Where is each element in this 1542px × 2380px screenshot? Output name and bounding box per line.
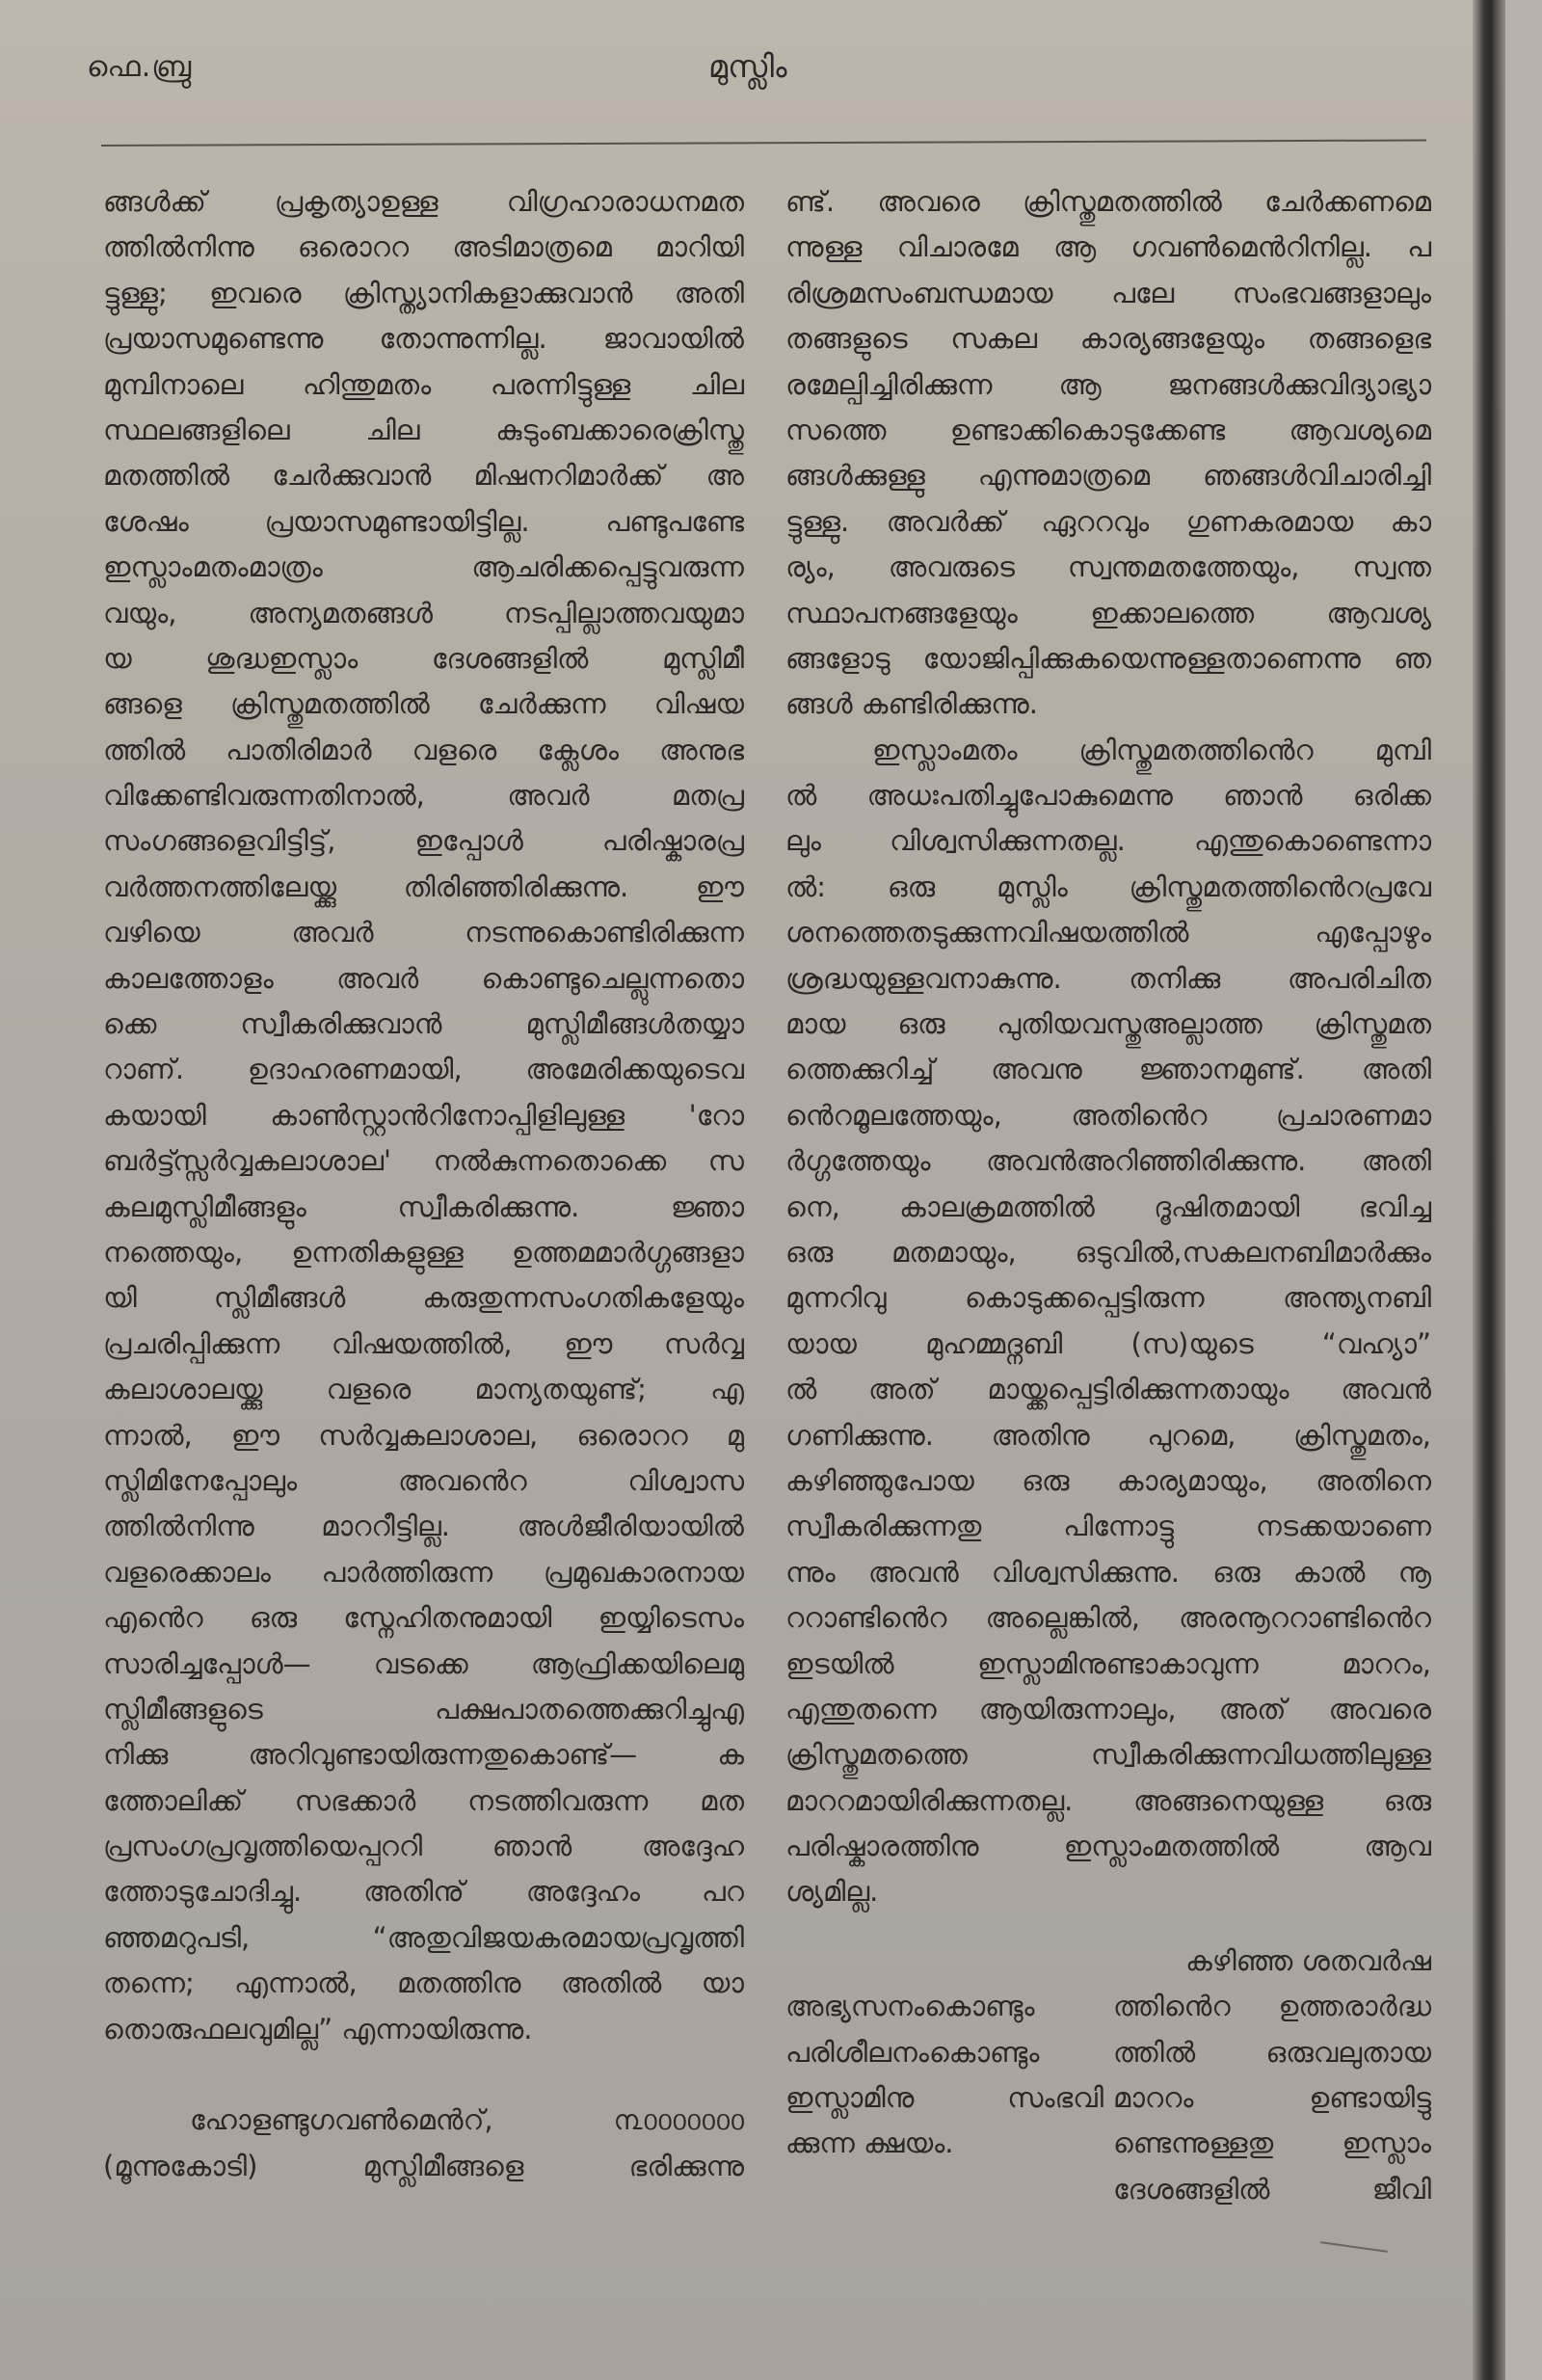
text-line: ൽ അധഃപതിച്ചുപോകുമെന്നു ഞാൻ ഒരിക്ക xyxy=(785,779,1431,813)
text-line: പ്രയാസമുണ്ടെന്നു തോന്നുന്നില്ല. ജാവായിൽ xyxy=(103,322,744,356)
right-column-paragraph-1 xyxy=(785,179,1431,728)
page-binding-edge xyxy=(1473,0,1505,2380)
text-line: ശ്രദ്ധയുള്ളവനാകുന്നു. തനിക്കു അപരിചിത xyxy=(785,961,1431,995)
text-line: (മൂന്നുകോടി) മുസ്ലിമീങ്ങളെ ഭരിക്കുന്നു xyxy=(103,2149,744,2182)
split-right-text: ത്തിൻെറ ഉത്തരാർദ്ധ xyxy=(1113,1990,1431,2023)
text-line: യി സ്ലിമീങ്ങൾ കരുതുന്നസംഗതികളേയും xyxy=(103,1281,744,1315)
text-line: ര്യം, അവരുടെ സ്വന്തമതത്തേയും, സ്വന്ത xyxy=(785,550,1431,584)
text-line: സാരിച്ചപ്പോൾ— വടക്കെ ആഫ്രിക്കയിലെമു xyxy=(103,1646,744,1680)
paragraph-gap xyxy=(103,2052,744,2098)
text-line: കഴിഞ്ഞുപോയ ഒരു കാര്യമായും, അതിനെ xyxy=(785,1463,1431,1497)
text-line: ശ്യമില്ല. xyxy=(785,1875,879,1909)
text-line: കലാശാലയ്ക്കു വളരെ മാന്യതയുണ്ട്; എ xyxy=(103,1373,744,1406)
text-line: ട്ടുള്ളു; ഇവരെ ക്രിസ്ത്യാനികളാക്കുവാൻ അതി xyxy=(103,276,744,309)
text-line: നിക്കു അറിവുണ്ടായിരുന്നതുകൊണ്ട്— ക xyxy=(103,1738,744,1772)
left-column-final-paragraph xyxy=(103,2098,744,2189)
text-line: എൻെറ ഒരു സ്നേഹിതനുമായി ഇയ്യിടെസം xyxy=(103,1601,744,1635)
text-line: ന്നും അവൻ വിശ്വസിക്കുന്നു. ഒരു കാൽ നൂ xyxy=(785,1555,1431,1589)
text-line: സ്ഥാപനങ്ങളേയും ഇക്കാലത്തെ ആവശ്യ xyxy=(785,596,1431,629)
split-block-heading: കഴിഞ്ഞ ശതവർഷ xyxy=(1185,1943,1431,1977)
split-left-text: ക്കുന്ന ക്ഷയം. xyxy=(785,2126,954,2160)
adjacent-page-strip xyxy=(1505,0,1542,2380)
text-line: ങ്ങളോടു യോജിപ്പിക്കുകയെന്നുള്ളതാണെന്നു ഞ xyxy=(785,641,1431,675)
text-line: ന്നാൽ, ഈ സർവ്വകലാശാല, ഒരൊററ മു xyxy=(103,1418,744,1452)
text-line: മുന്നറിവു കൊടുക്കപ്പെട്ടിരുന്ന അന്ത്യനബി xyxy=(785,1281,1431,1315)
split-row xyxy=(785,2075,1431,2121)
text-line: ക്കെ സ്വീകരിക്കുവാൻ മുസ്ലിമീങ്ങൾതയ്യാ xyxy=(103,1007,744,1041)
text-line: ട്ടുള്ളു. അവർക്ക് ഏററവും ഗുണകരമായ കാ xyxy=(785,504,1431,538)
text-line: സ്വീകരിക്കുന്നതു പിന്നോട്ടു നടക്കയാണെ xyxy=(785,1510,1431,1543)
paragraph-gap xyxy=(785,1915,1431,1939)
text-line: ത്തോടുചോദിച്ചു. അതിനു് അദ്ദേഹം പറ xyxy=(103,1875,744,1909)
text-line: രമേല്പിച്ചിരിക്കുന്ന ആ ജനങ്ങൾക്കുവിദ്യാഭ്യാ xyxy=(785,367,1431,401)
text-line: വളരെക്കാലം പാർത്തിരുന്ന പ്രമുഖകാരനായ xyxy=(103,1555,744,1589)
split-row xyxy=(785,1984,1431,2029)
text-line: ഒരു മതമായും, ഒടുവിൽ,സകലനബിമാർക്കും xyxy=(785,1235,1431,1269)
split-left-text xyxy=(785,2167,1103,2212)
text-line: മായ ഒരു പുതിയവസ്തുഅല്ലാത്ത ക്രിസ്തുമത xyxy=(785,1007,1431,1041)
text-line: റാണ്. ഉദാഹരണമായി, അമേരിക്കയുടെവ xyxy=(103,1053,744,1086)
left-column xyxy=(103,179,744,2189)
text-line: വയും, അന്യമതങ്ങൾ നടപ്പില്ലാത്തവയുമാ xyxy=(103,596,744,629)
right-column xyxy=(785,179,1431,2212)
text-line: ശേഷം പ്രയാസമുണ്ടായിട്ടില്ല. പണ്ടുപണ്ടേ xyxy=(103,504,744,538)
text-line: പരിഷ്കാരത്തിനു ഇസ്ലാംമതത്തിൽ ആവ xyxy=(785,1830,1431,1863)
text-line: തൊരുഫലവുമില്ല” എന്നായിരുന്നു. xyxy=(103,2012,533,2046)
text-line: നത്തെയും, ഉന്നതികളുള്ള ഉത്തമമാർഗ്ഗങ്ങളാ xyxy=(103,1235,744,1269)
split-row xyxy=(785,2167,1431,2212)
text-line: ങ്ങൾ കണ്ടിരിക്കുന്നു. xyxy=(785,687,1038,721)
text-line: ർഗ്ഗത്തേയും അവൻഅറിഞ്ഞിരിക്കുന്നു. അതി xyxy=(785,1144,1431,1178)
text-line: ഇസ്ലാംമതം ക്രിസ്തുമതത്തിൻെറ മുമ്പി xyxy=(872,733,1431,766)
text-line: ണ്ട്. അവരെ ക്രിസ്തുമതത്തിൽ ചേർക്കണമെ xyxy=(785,185,1431,218)
text-line: ക്രിസ്തുമതത്തെ സ്വീകരിക്കുന്നവിധത്തിലുള്ള xyxy=(785,1738,1431,1772)
text-line: വിക്കേണ്ടിവരുന്നതിനാൽ, അവർ മതപ്ര xyxy=(103,779,744,813)
print-smudge xyxy=(1320,2241,1388,2253)
text-line: പ്രചരിപ്പിക്കുന്ന വിഷയത്തിൽ, ഈ സർവ്വ xyxy=(103,1326,744,1360)
text-line: സത്തെ ഉണ്ടാക്കികൊടുക്കേണ്ട ആവശ്യമെ xyxy=(785,413,1431,446)
text-line: ങ്ങൾക്ക് പ്രകൃത്യാഉള്ള വിഗ്രഹാരാധനമത xyxy=(103,185,744,218)
text-line: മാററമായിരിക്കുന്നതല്ല. അങ്ങനെയുള്ള ഒരു xyxy=(785,1783,1431,1817)
text-line: രിശ്രമസംബന്ധമായ പലേ സംഭവങ്ങളാലും xyxy=(785,276,1431,309)
text-line: ററാണ്ടിൻെറ അല്ലെങ്കിൽ, അരനൂററാണ്ടിൻെറ xyxy=(785,1601,1431,1635)
text-line: ലും വിശ്വസിക്കുന്നതല്ല. എന്തുകൊണ്ടെന്നാ xyxy=(785,824,1431,858)
text-line: ഇടയിൽ ഇസ്ലാമിനുണ്ടാകാവുന്ന മാററം, xyxy=(785,1646,1431,1680)
split-right-text: ദേശങ്ങളിൽ ജീവി xyxy=(1113,2172,1431,2206)
right-column-paragraph-2 xyxy=(785,728,1431,1915)
text-line: സ്ലിമിനേപ്പോലും അവൻെറ വിശ്വാസ xyxy=(103,1463,744,1497)
text-line: പ്രസംഗപ്രവൃത്തിയെപ്പററി ഞാൻ അദ്ദേഹ xyxy=(103,1830,744,1863)
text-line: ത്തിൽനിന്നു ഒരൊററ അടിമാത്രമെ മാറിയി xyxy=(103,230,744,264)
split-right-text: ണ്ടെന്നുള്ളതു ഇസ്ലാം xyxy=(1113,2126,1431,2160)
text-line: ത്തെക്കുറിച്ച് അവനു ജ്ഞാനമുണ്ട്. അതി xyxy=(785,1053,1431,1086)
text-line: മുമ്പിനാലെ ഹിന്തുമതം പരന്നിട്ടുള്ള ചില xyxy=(103,367,744,401)
split-left-text: ഇസ്ലാമിനു സംഭവി xyxy=(785,2081,1103,2115)
text-line: സംഗങ്ങളെവിട്ടിട്ട്, ഇപ്പോൾ പരിഷ്കാരപ്ര xyxy=(103,824,744,858)
text-line: തങ്ങളുടെ സകല കാര്യങ്ങളേയും തങ്ങളെഭ xyxy=(785,322,1431,356)
text-line: കയായി കാൺസ്റ്റാൻറിനോപ്പിളിലുള്ള 'റോ xyxy=(103,1098,744,1132)
text-line: യായ മുഹമ്മദ്നബി (സ)യുടെ “വഹ്യാ” xyxy=(785,1326,1431,1360)
text-line: ത്തോലിക്ക് സഭക്കാർ നടത്തിവരുന്ന മത xyxy=(103,1783,744,1817)
page-title: മുസ്ലിം xyxy=(708,48,787,85)
text-line: ബർട്ട്സ്സർവ്വകലാശാല' നൽകുന്നതൊക്കെ സ xyxy=(103,1144,744,1178)
split-right-text: ത്തിൽ ഒരുവലുതായ xyxy=(1113,2035,1431,2069)
text-line: വഴിയെ അവർ നടന്നുകൊണ്ടിരിക്കുന്ന xyxy=(103,916,744,949)
split-block xyxy=(785,1984,1431,2212)
text-line: സ്ലിമീങ്ങളുടെ പക്ഷപാതത്തെക്കുറിച്ചുഎ xyxy=(103,1692,744,1725)
text-line: ൽ അത് മായ്ക്കപ്പെട്ടിരിക്കുന്നതായും അവൻ xyxy=(785,1373,1431,1406)
text-line: ത്തിൽ പാതിരിമാർ വളരെ ക്ലേശം അനുഭ xyxy=(103,733,744,766)
text-line: കാലത്തോളം അവർ കൊണ്ടുചെല്ലുന്നതൊ xyxy=(103,961,744,995)
running-head-month: ഫെ.ബ്രു xyxy=(87,50,193,84)
split-row xyxy=(785,2030,1431,2075)
text-line: ഞ്ഞമറുപടി, “അതുവിജയകരമായപ്രവൃത്തി xyxy=(103,1920,744,1954)
text-line: മതത്തിൽ ചേർക്കുവാൻ മിഷനറിമാർക്ക് അ xyxy=(103,459,744,493)
text-line: സ്ഥലങ്ങളിലെ ചില കുടുംബക്കാരെക്രിസ്തു xyxy=(103,413,744,446)
text-line: ഇസ്ലാംമതംമാത്രം ആചരിക്കപ്പെട്ടുവരുന്ന xyxy=(103,550,744,584)
text-line: തന്നെ; എന്നാൽ, മതത്തിനു അതിൽ യാ xyxy=(103,1966,744,2000)
split-left-text: അഭ്യസനംകൊണ്ടും xyxy=(785,1990,1035,2023)
split-row xyxy=(785,2121,1431,2166)
text-line: ന്നുള്ള വിചാരമേ ആ ഗവൺമെൻറിനില്ല. പ xyxy=(785,230,1431,264)
split-left-text: പരിശീലനംകൊണ്ടും xyxy=(785,2035,1040,2069)
text-line: എന്തുതന്നെ ആയിരുന്നാലും, അത് അവരെ xyxy=(785,1692,1431,1725)
header-divider xyxy=(101,139,1426,147)
text-line: വർത്തനത്തിലേയ്ക്കു തിരിഞ്ഞിരിക്കുന്നു. ഈ xyxy=(103,869,744,903)
text-line: ത്തിൽനിന്നു മാററീട്ടില്ല. അൾജീരിയായിൽ xyxy=(103,1510,744,1543)
text-line: നെ, കാലക്രമത്തിൽ ദൂഷിതമായി ഭവിച്ച xyxy=(785,1190,1431,1223)
split-right-text: മാററം ഉണ്ടായിട്ടു xyxy=(1113,2081,1431,2115)
text-line: ൻെറമൂലത്തേയും, അതിൻെറ പ്രചാരണമാ xyxy=(785,1098,1431,1132)
text-line: ൽ: ഒരു മുസ്ലിം ക്രിസ്തുമതത്തിൻെറപ്രവേ xyxy=(785,869,1431,903)
text-line: യ ശുദ്ധഇസ്ലാം ദേശങ്ങളിൽ മുസ്ലിമീ xyxy=(103,641,744,675)
left-column-body xyxy=(103,179,744,2052)
text-line: ശനത്തെതടുക്കുന്നവിഷയത്തിൽ എപ്പോഴും xyxy=(785,916,1431,949)
text-line: കലമുസ്ലിമീങ്ങളും സ്വീകരിക്കുന്നു. ജ്ഞാ xyxy=(103,1190,744,1223)
text-line: ങ്ങളെ ക്രിസ്തുമതത്തിൽ ചേർക്കുന്ന വിഷയ xyxy=(103,687,744,721)
text-line: ഹോളണ്ടുഗവൺമെൻറ്, ൩൦൦൦൦൦൦൦ xyxy=(190,2103,744,2137)
text-line: ങ്ങൾക്കുള്ളു എന്നുമാത്രമെ ഞങ്ങൾവിചാരിച്ചി xyxy=(785,459,1431,493)
text-line: ഗണിക്കുന്നു. അതിനു പുറമെ, ക്രിസ്തുമതം, xyxy=(785,1418,1431,1452)
